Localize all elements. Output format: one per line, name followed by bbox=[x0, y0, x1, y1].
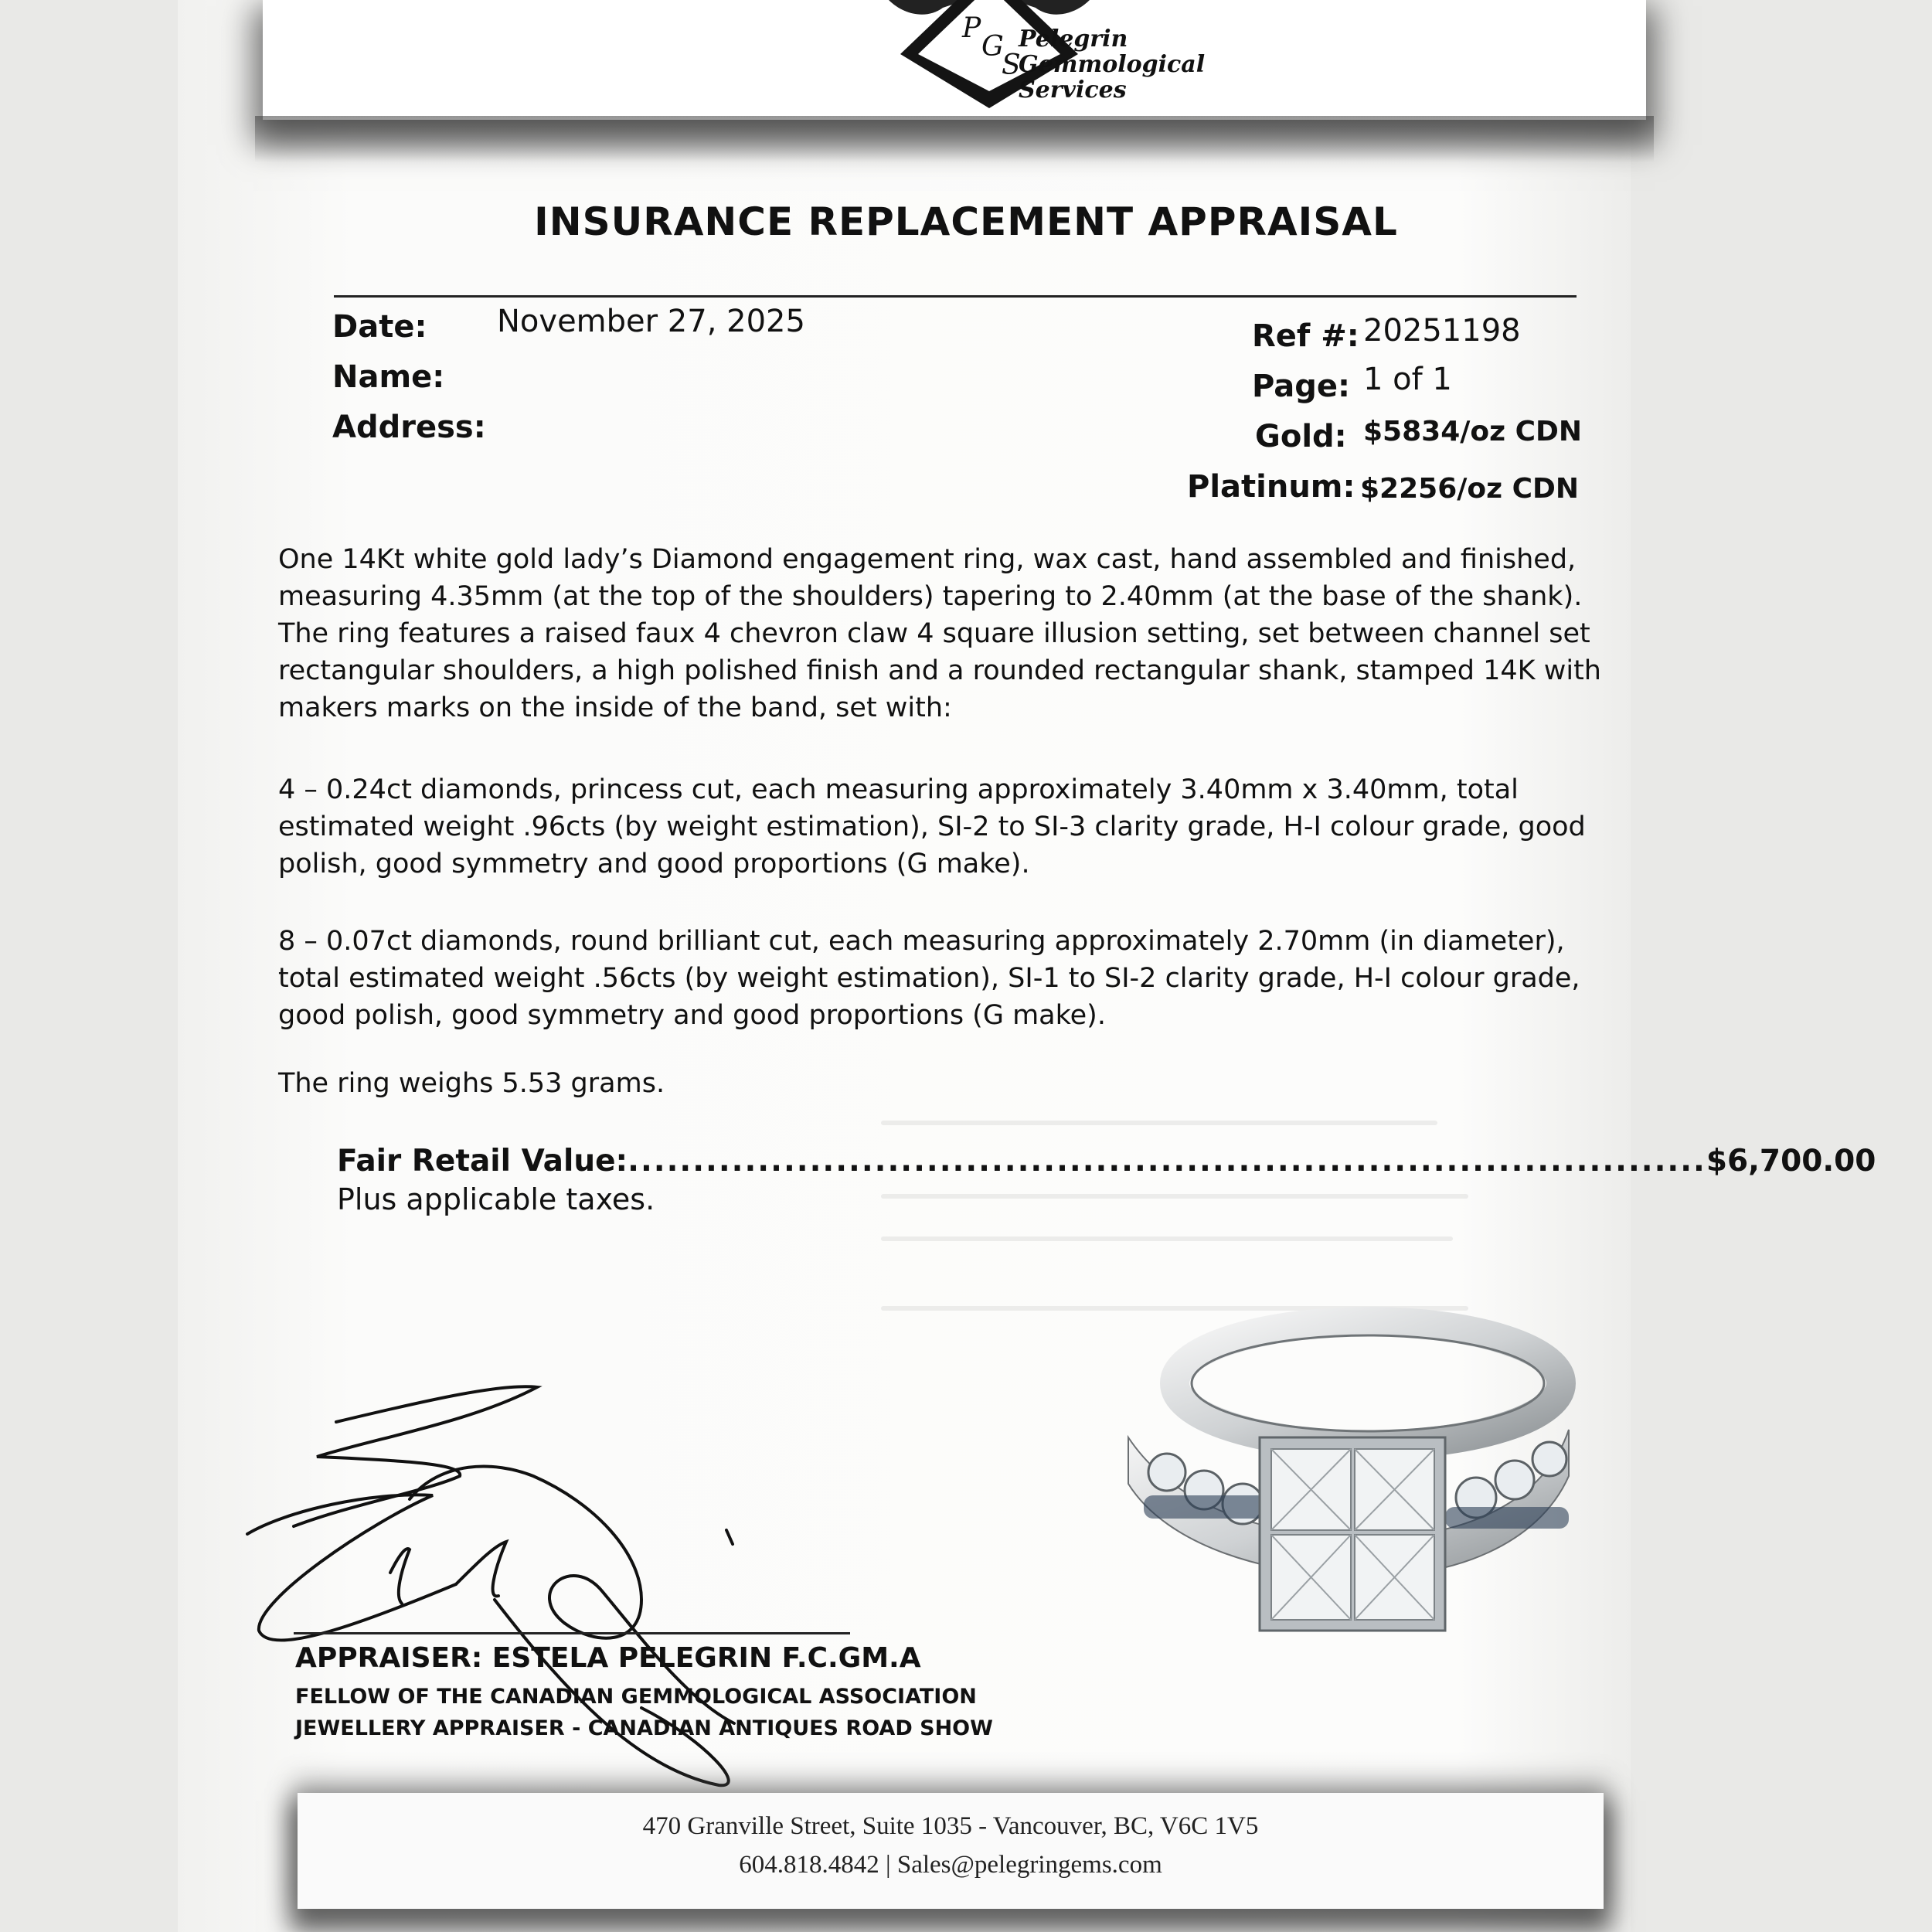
page-value: 1 of 1 bbox=[1363, 362, 1452, 397]
ring-photo bbox=[1113, 1314, 1577, 1654]
princess-diamonds-description bbox=[278, 771, 1607, 883]
round-diamonds-description bbox=[278, 923, 1607, 1034]
logo-line-1: Pelegrin bbox=[1019, 26, 1128, 53]
date-value: November 27, 2025 bbox=[497, 304, 805, 339]
appraiser-title: JEWELLERY APPRAISER - CANADIAN ANTIQUES ROAD SHOW bbox=[295, 1716, 993, 1740]
show-through-line bbox=[881, 1194, 1468, 1199]
fair-retail-value-amount: $6,700.00 bbox=[1706, 1144, 1876, 1179]
svg-text:P: P bbox=[962, 12, 981, 44]
address-label: Address: bbox=[332, 410, 486, 445]
ref-value: 20251198 bbox=[1363, 313, 1521, 349]
document-title: INSURANCE REPLACEMENT APPRAISAL bbox=[534, 199, 1398, 244]
description-paragraph: One 14Kt white gold lady’s Diamond engagement ring, wax cast, hand assembled and finished, measuring 4.35mm (at the top of the shoulders) tapering to 2.40mm (at the base of the shank). The ring features a raised faux 4 chevron claw 4 square illusion setting, set between channel set rectangular shoulders, a high polished finish and a rounded rectangular shank, stamped 14K with makers marks on the inside of the band, set with: bbox=[278, 544, 1601, 723]
logo-line-3: Services bbox=[1019, 77, 1127, 104]
date-label: Date: bbox=[332, 309, 427, 345]
description-paragraph: 8 – 0.07ct diamonds, round brilliant cut, each measuring approximately 2.70mm (in diameter), total estimated weight .56cts (by weight estimation), SI-1 to SI-2 clarity grade, H-I colour grade, good polish, good symmetry and good proportions (G make). bbox=[278, 926, 1580, 1031]
ring-weight bbox=[278, 1065, 1607, 1102]
signature-line bbox=[294, 1632, 850, 1634]
svg-text:G: G bbox=[981, 31, 1004, 63]
footer-address: 470 Granville Street, Suite 1035 - Vancouver, BC, V6C 1V5 bbox=[642, 1812, 1259, 1840]
ref-label: Ref #: bbox=[1252, 318, 1359, 354]
appraiser-block bbox=[295, 1642, 993, 1740]
show-through-line bbox=[881, 1236, 1453, 1241]
platinum-label: Platinum: bbox=[1187, 469, 1355, 505]
description-paragraph: 4 – 0.24ct diamonds, princess cut, each measuring approximately 3.40mm x 3.40mm, total estimated weight .96cts (by weight estimation), SI-2 to SI-3 clarity grade, H-I colour grade, good polish, good symmetry and good proportions (G make). bbox=[278, 774, 1586, 879]
footer-contact bbox=[298, 1807, 1604, 1884]
description-paragraph: The ring weighs 5.53 grams. bbox=[278, 1068, 665, 1099]
logo-wordmark bbox=[1019, 26, 1205, 103]
ring-description bbox=[278, 541, 1607, 726]
page-label: Page: bbox=[1252, 369, 1350, 404]
gold-price: $5834/oz CDN bbox=[1363, 416, 1583, 447]
fair-retail-value bbox=[337, 1144, 1876, 1179]
show-through-line bbox=[881, 1121, 1437, 1125]
header-shadow bbox=[255, 116, 1654, 162]
fair-retail-value-label: Fair Retail Value: bbox=[337, 1144, 628, 1179]
taxes-note: Plus applicable taxes. bbox=[337, 1182, 655, 1216]
name-label: Name: bbox=[332, 359, 445, 395]
platinum-price: $2256/oz CDN bbox=[1360, 473, 1580, 505]
gold-label: Gold: bbox=[1255, 419, 1347, 454]
appraiser-fellowship: FELLOW OF THE CANADIAN GEMMOLOGICAL ASSOCIATION bbox=[295, 1685, 977, 1709]
title-rule bbox=[334, 295, 1577, 298]
appraiser-name: APPRAISER: ESTELA PELEGRIN F.C.GM.A bbox=[295, 1642, 921, 1674]
leader-dots: ................................................................................... bbox=[628, 1144, 1706, 1179]
svg-text:S: S bbox=[1002, 49, 1021, 81]
footer-phone-email: 604.818.4842 | Sales@pelegringems.com bbox=[739, 1851, 1162, 1879]
logo-line-2: Gemmological bbox=[1019, 51, 1206, 78]
